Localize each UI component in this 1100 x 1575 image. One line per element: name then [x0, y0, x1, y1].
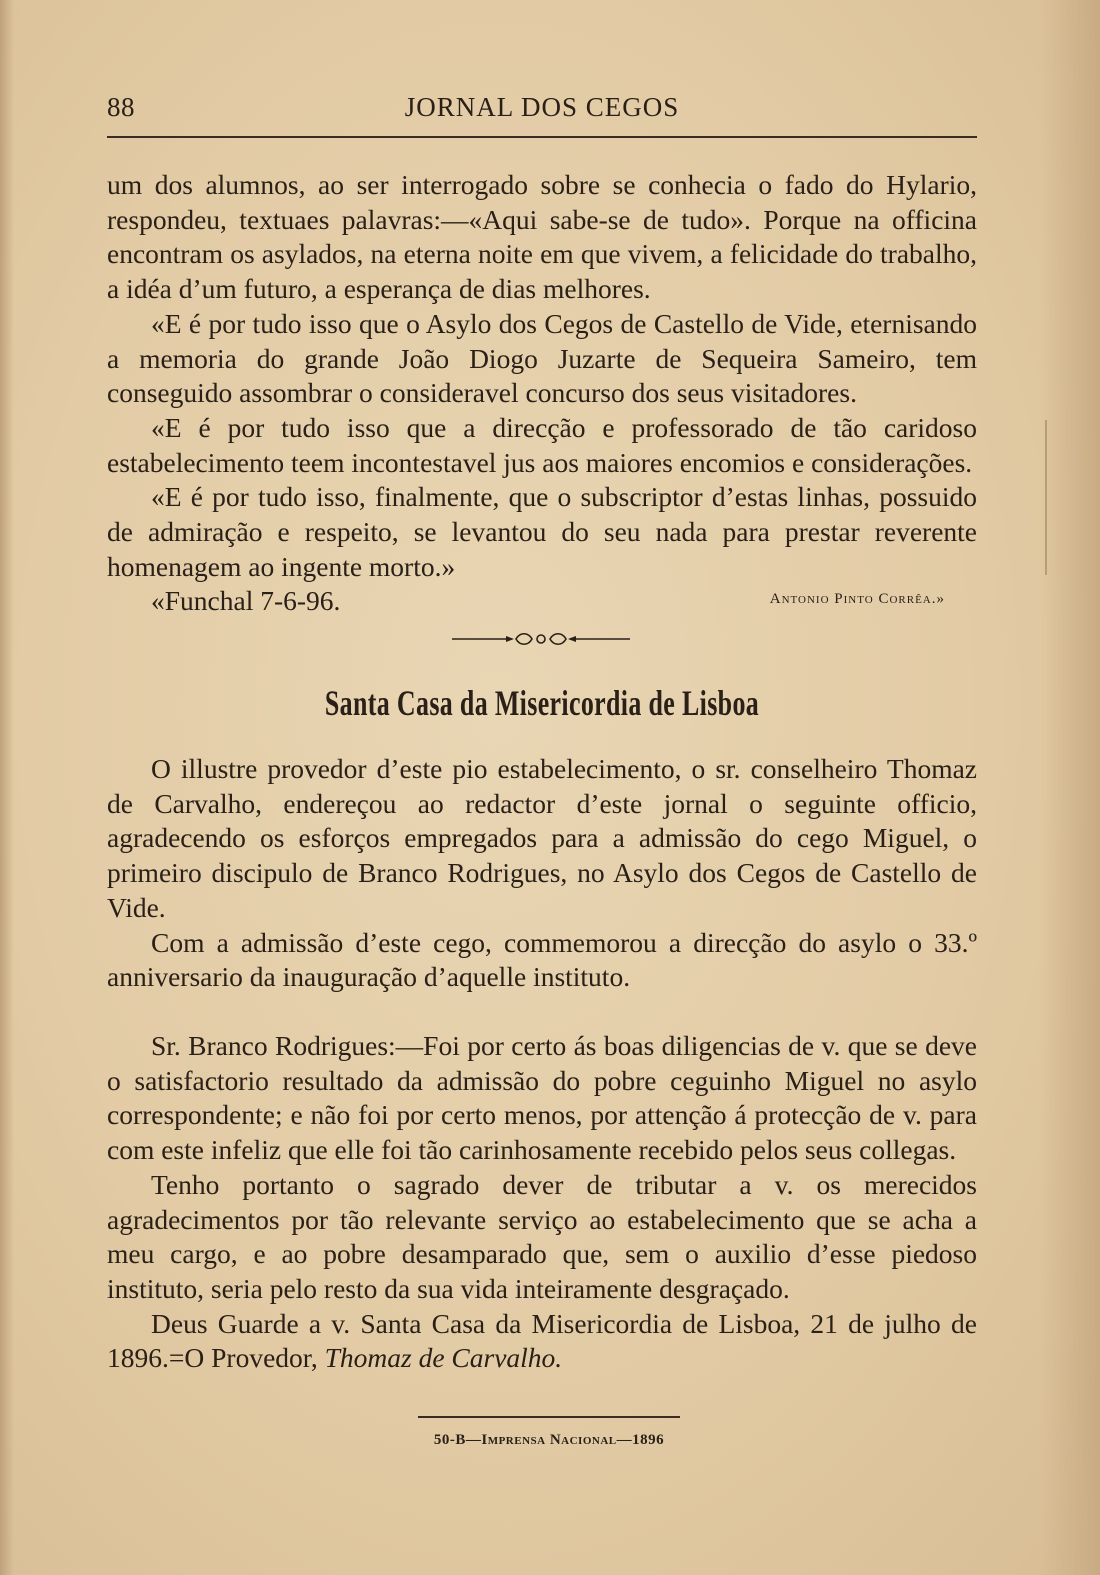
closing-signatory: Thomaz de Carvalho.	[324, 1342, 563, 1374]
header-rule	[107, 136, 977, 138]
page-header	[107, 92, 977, 132]
page-number: 88	[107, 92, 135, 122]
official-letter	[107, 1029, 977, 1376]
section-title: Santa Casa da Misericordia de Lisboa	[324, 683, 760, 723]
section-divider-ornament	[452, 630, 630, 648]
footer-rule	[418, 1416, 680, 1418]
printer-imprint: 50-B—Imprensa Nacional—1896	[433, 1432, 665, 1448]
paragraph: «E é por tudo isso que a direcção e professorado de tão caridoso estabelecimento teem incontestavel jus aos maiores encomios e considerações.	[107, 411, 977, 478]
signature-author: Antonio Pinto Corrêa.»	[769, 591, 945, 607]
paragraph: Sr. Branco Rodrigues:—Foi por certo ás boas diligencias de v. que se deve o satisfactorio resultado da admissão do pobre ceguinho Miguel no asylo correspondente; e não foi por certo menos, por attenção á protecção de v. para com este infeliz que elle foi tão carinhosamente recebido pelos seus collegas.	[107, 1030, 977, 1166]
paragraph: O illustre provedor d’este pio estabelecimento, o sr. conselheiro Thomaz de Carvalho, endereçou ao redactor d’este jornal o seguinte officio, agradecendo os esforços empregados para a admissão do cego Miguel, o primeiro discipulo de Branco Rodrigues, no Asylo dos Cegos de Castello de Vide.	[107, 753, 977, 923]
binding-mark	[1045, 420, 1061, 575]
running-title: JORNAL DOS CEGOS	[404, 92, 680, 122]
page-edge-shadow	[0, 0, 14, 1575]
paragraph: «E é por tudo isso que o Asylo dos Cegos de Castello de Vide, eternisando a memoria do grande João Diogo Juzarte de Sequeira Sameiro, tem conseguido assombrar o consideravel concurso dos seus visitadores.	[107, 307, 977, 409]
letter-closing	[107, 1307, 977, 1376]
closing-text: Deus Guarde a v. Santa Casa da Misericordia de Lisboa, 21 de julho de 1896.=O Provedor,	[107, 1307, 977, 1374]
signature-place-date: «Funchal 7-6-96.	[151, 585, 341, 616]
article-continuation	[107, 168, 977, 584]
signature-line	[107, 585, 977, 619]
paragraph: Com a admissão d’este cego, commemorou a direcção do asylo o 33.º anniversario da inauguração d’aquelle instituto.	[107, 926, 977, 993]
section-intro	[107, 752, 977, 995]
paragraph: «E é por tudo isso, finalmente, que o subscriptor d’estas linhas, possuido de admiração e respeito, se levantou do seu nada para prestar reverente homenagem ao ingente morto.»	[107, 481, 977, 582]
paragraph: Tenho portanto o sagrado dever de tributar a v. os merecidos agradecimentos por tão relevante serviço ao estabelecimento que se acha a meu cargo, e ao pobre desamparado que, sem o auxilio d’esse piedoso instituto, seria pelo resto da sua vida inteiramente desgraçado.	[107, 1168, 977, 1304]
paragraph: um dos alumnos, ao ser interrogado sobre se conhecia o fado do Hylario, respondeu, textuaes palavras:—«Aqui sabe-se de tudo». Porque na officina encontram os asylados, na eterna noite em que vivem, a felicidade do trabalho, a idéa d’um futuro, a esperança de dias melhores.	[107, 169, 977, 305]
page-edge-shadow-right	[1040, 0, 1100, 1575]
